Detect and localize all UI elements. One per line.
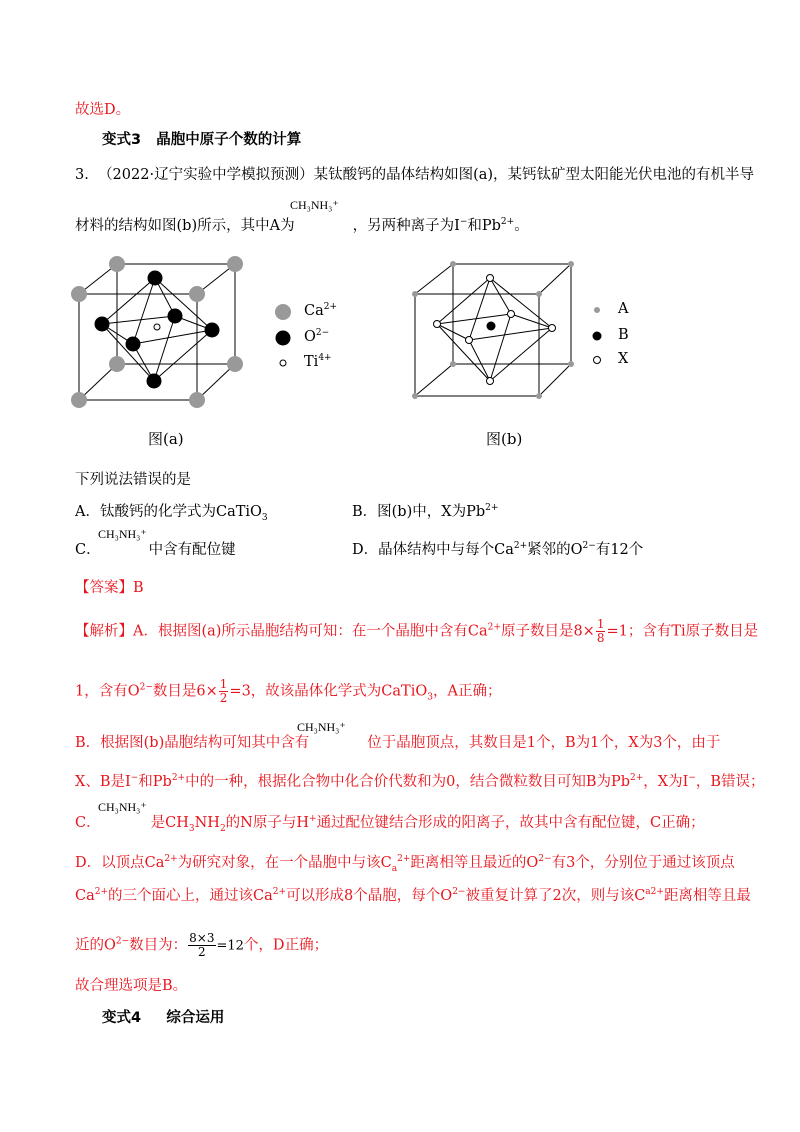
analysis-a-line-2: 1，含有$O^{2-}$数目是6× $\frac{1}{2}$ =3，故该晶体化学式为CaTiO$_3$，A正确；: [75, 677, 502, 705]
legend-a-ti: $Ti^{4+}$: [304, 353, 332, 370]
cation-formula: CH₃NH₃⁺: [290, 198, 339, 212]
option-b: B．图(b)中，X为$Pb^{2+}$: [352, 503, 499, 520]
fraction-1-8: $\frac{1}{8}$: [596, 617, 605, 645]
legend-b-b: B: [618, 327, 629, 343]
legend-b-a: A: [618, 301, 629, 317]
analysis-d-line-3: 近的$O^{2-}$数目为： $\frac{8\times 3}{2}$ =12个，D正确；: [75, 931, 329, 959]
question-line-2: 材料的结构如图(b)所示，其中A为 ，另两种离子为I−和$Pb^{2+}$。: [75, 217, 529, 234]
figure-a-caption: 图(a): [148, 430, 184, 448]
analysis-a-line-1: 【解析】A．根据图(a)所示晶胞结构可知：在一个晶胞中含有$Ca^{2+}$原子数目是8× $\frac{1}{8}$ =1；含有Ti原子数目是: [75, 617, 759, 645]
option-c: C． 中含有配位键: [75, 542, 236, 558]
previous-conclusion: 故选D。: [75, 102, 131, 118]
option-c-formula: CH₃NH₃⁺: [98, 527, 147, 541]
analysis-c-formula: CH₃NH₃⁺: [98, 800, 147, 814]
section-heading-3: 变式3 晶胞中原子个数的计算: [102, 132, 302, 148]
analysis-conclusion: 故合理选项是B。: [75, 978, 188, 994]
legend-b-x: X: [618, 351, 629, 367]
fraction-1-2: $\frac{1}{2}$: [219, 677, 228, 705]
analysis-b-line-2: X、B是I−和$Pb^{2+}$中的一种，根据化合物中化合价代数和为0，结合微粒数目可知B为$Pb^{2+}$，X为I−，B错误；: [75, 773, 765, 790]
section-heading-4: 变式4 综合运用: [102, 1010, 225, 1026]
figure-b-caption: 图(b): [486, 430, 523, 448]
legend-a-ca: $Ca^{2+}$: [304, 302, 338, 319]
analysis-d-line-2: $Ca^{2+}$的三个面心上，通过该$Ca^{2+}$可以形成8个晶胞，每个$O^{2-}$被重复计算了2次，则与该$C^{a2+}$距离相等且最: [75, 887, 751, 904]
analysis-b-line-1: B．根据图(b)晶胞结构可知其中含有 位于晶胞顶点，其数目是1个，B为1个，X为3个，由于: [75, 735, 721, 751]
option-a: A．钛酸钙的化学式为CaTiO$_3$: [75, 504, 268, 523]
option-d: D．晶体结构中与每个$Ca^{2+}$紧邻的$O^{2-}$有12个: [352, 541, 644, 558]
question-line-1: 3. （2022·辽宁实验中学模拟预测）某钛酸钙的晶体结构如图(a)，某钙钛矿型太阳能光伏电池的有机半导: [75, 167, 755, 183]
analysis-b-formula: CH₃NH₃⁺: [297, 720, 346, 734]
fraction-8x3-2: $\frac{8\times 3}{2}$: [189, 931, 215, 959]
analysis-c-line: C． 是$CH_3NH_2$的N原子与H+通过配位键结合形成的阳离子，故其中含有配位键，C正确；: [75, 814, 705, 834]
question-prompt: 下列说法错误的是: [75, 472, 191, 488]
legend-a-o: $O^{2-}$: [304, 328, 330, 345]
analysis-d-line-1: D．以顶点$Ca^{2+}$为研究对象，在一个晶胞中与该$C_a^{2+}$距离相等且最近的$O^{2-}$有3个，分别位于通过该顶点: [75, 854, 735, 874]
answer: 【答案】B: [75, 580, 144, 596]
